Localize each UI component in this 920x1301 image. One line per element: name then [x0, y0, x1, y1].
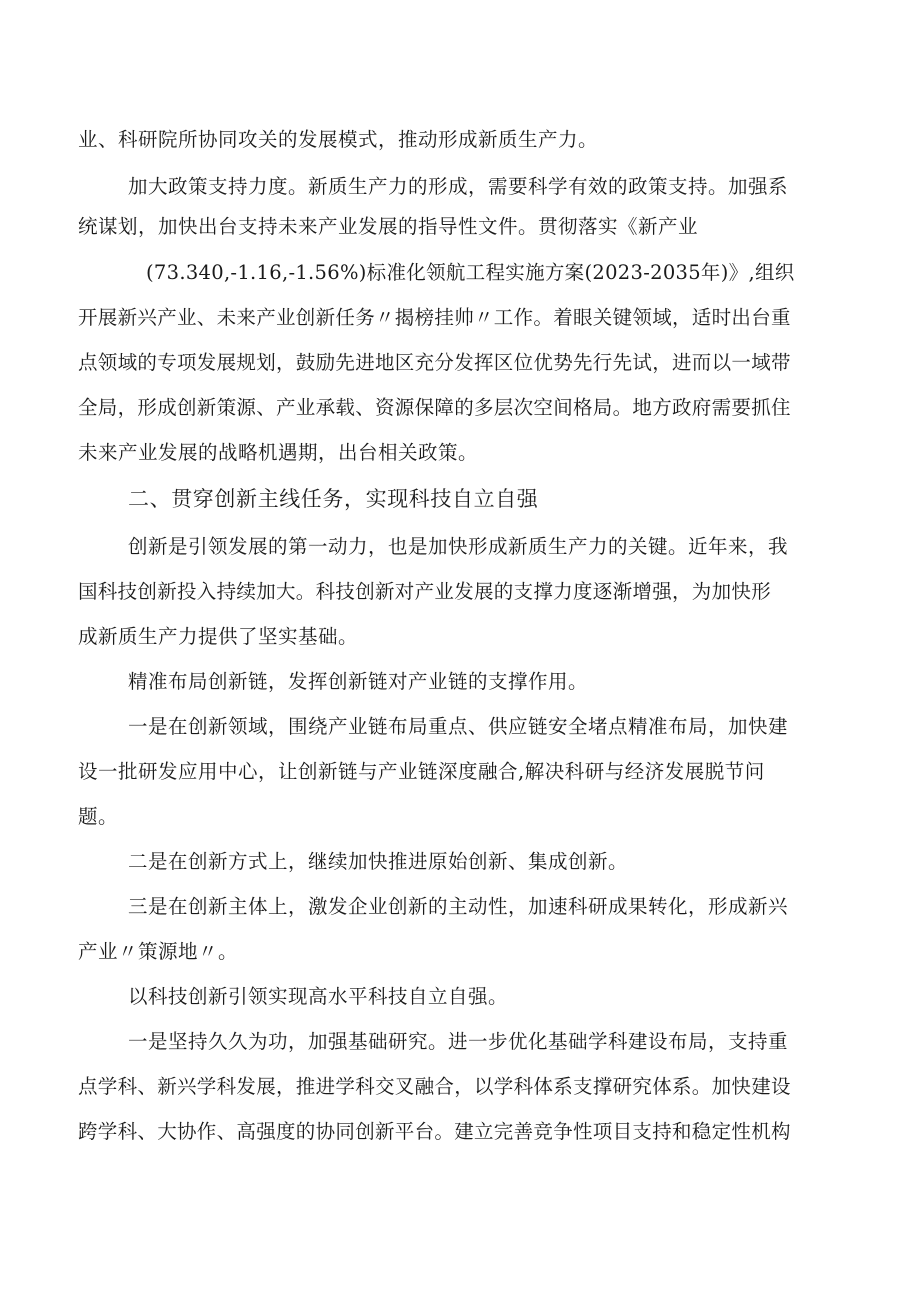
paragraph-line: 题。	[78, 805, 119, 828]
paragraph-line: 点领域的专项发展规划，鼓励先进地区充分发挥区位优势先行先试，进而以一域带	[78, 351, 791, 374]
paragraph-line: 全局，形成创新策源、产业承载、资源保障的多层次空间格局。地方政府需要抓住	[78, 396, 791, 419]
paragraph-line: 设一批研发应用中心，让创新链与产业链深度融合,解决科研与经济发展脱节问	[78, 760, 765, 783]
paragraph-line: 加大政策支持力度。新质生产力的形成，需要科学有效的政策支持。加强系	[128, 175, 789, 198]
paragraph-line: 二是在创新方式上，继续加快推进原始创新、集成创新。	[128, 850, 629, 873]
paragraph-line: 跨学科、大协作、高强度的协同创新平台。建立完善竞争性项目支持和稳定性机构	[78, 1120, 791, 1143]
paragraph-line: 产业〃策源地〃。	[78, 940, 239, 963]
paragraph-line: 以科技创新引领实现高水平科技自立自强。	[128, 985, 509, 1008]
paragraph-line: 三是在创新主体上，激发企业创新的主动性，加速科研成果转化，形成新兴	[128, 895, 789, 918]
paragraph-line: 精准布局创新链，发挥创新链对产业链的支撑作用。	[128, 670, 589, 693]
paragraph-line: 国科技创新投入持续加大。科技创新对产业发展的支撑力度逐渐增强，为加快形	[78, 580, 772, 603]
paragraph-line: 统谋划，加快出台支持未来产业发展的指导性文件。贯彻落实《新产业	[78, 215, 699, 238]
paragraph-line: 创新是引领发展的第一动力，也是加快形成新质生产力的关键。近年来，我	[128, 535, 789, 558]
paragraph-line: 开展新兴产业、未来产业创新任务〃揭榜挂帅〃工作。着眼关键领域，适时出台重	[78, 306, 791, 329]
paragraph-line: 一是在创新领域，围绕产业链布局重点、供应链安全堵点精准布局，加快建	[128, 715, 789, 738]
paragraph-line: 成新质生产力提供了坚实基础。	[78, 625, 359, 648]
paragraph-line: 一是坚持久久为功，加强基础研究。进一步优化基础学科建设布局，支持重	[128, 1030, 789, 1053]
paragraph-line: 点学科、新兴学科发展，推进学科交叉融合，以学科体系支撑研究体系。加快建设	[78, 1075, 791, 1098]
section-heading: 二、贯穿创新主线任务，实现科技自立自强	[128, 487, 539, 511]
paragraph-line: 未来产业发展的战略机遇期，出台相关政策。	[78, 441, 479, 464]
paragraph-line: (73.340,-1.16,-1.56%)标准化领航工程实施方案(2023-2035年)》,组织	[146, 261, 795, 284]
paragraph-line: 业、科研院所协同攻关的发展模式，推动形成新质生产力。	[78, 128, 599, 151]
